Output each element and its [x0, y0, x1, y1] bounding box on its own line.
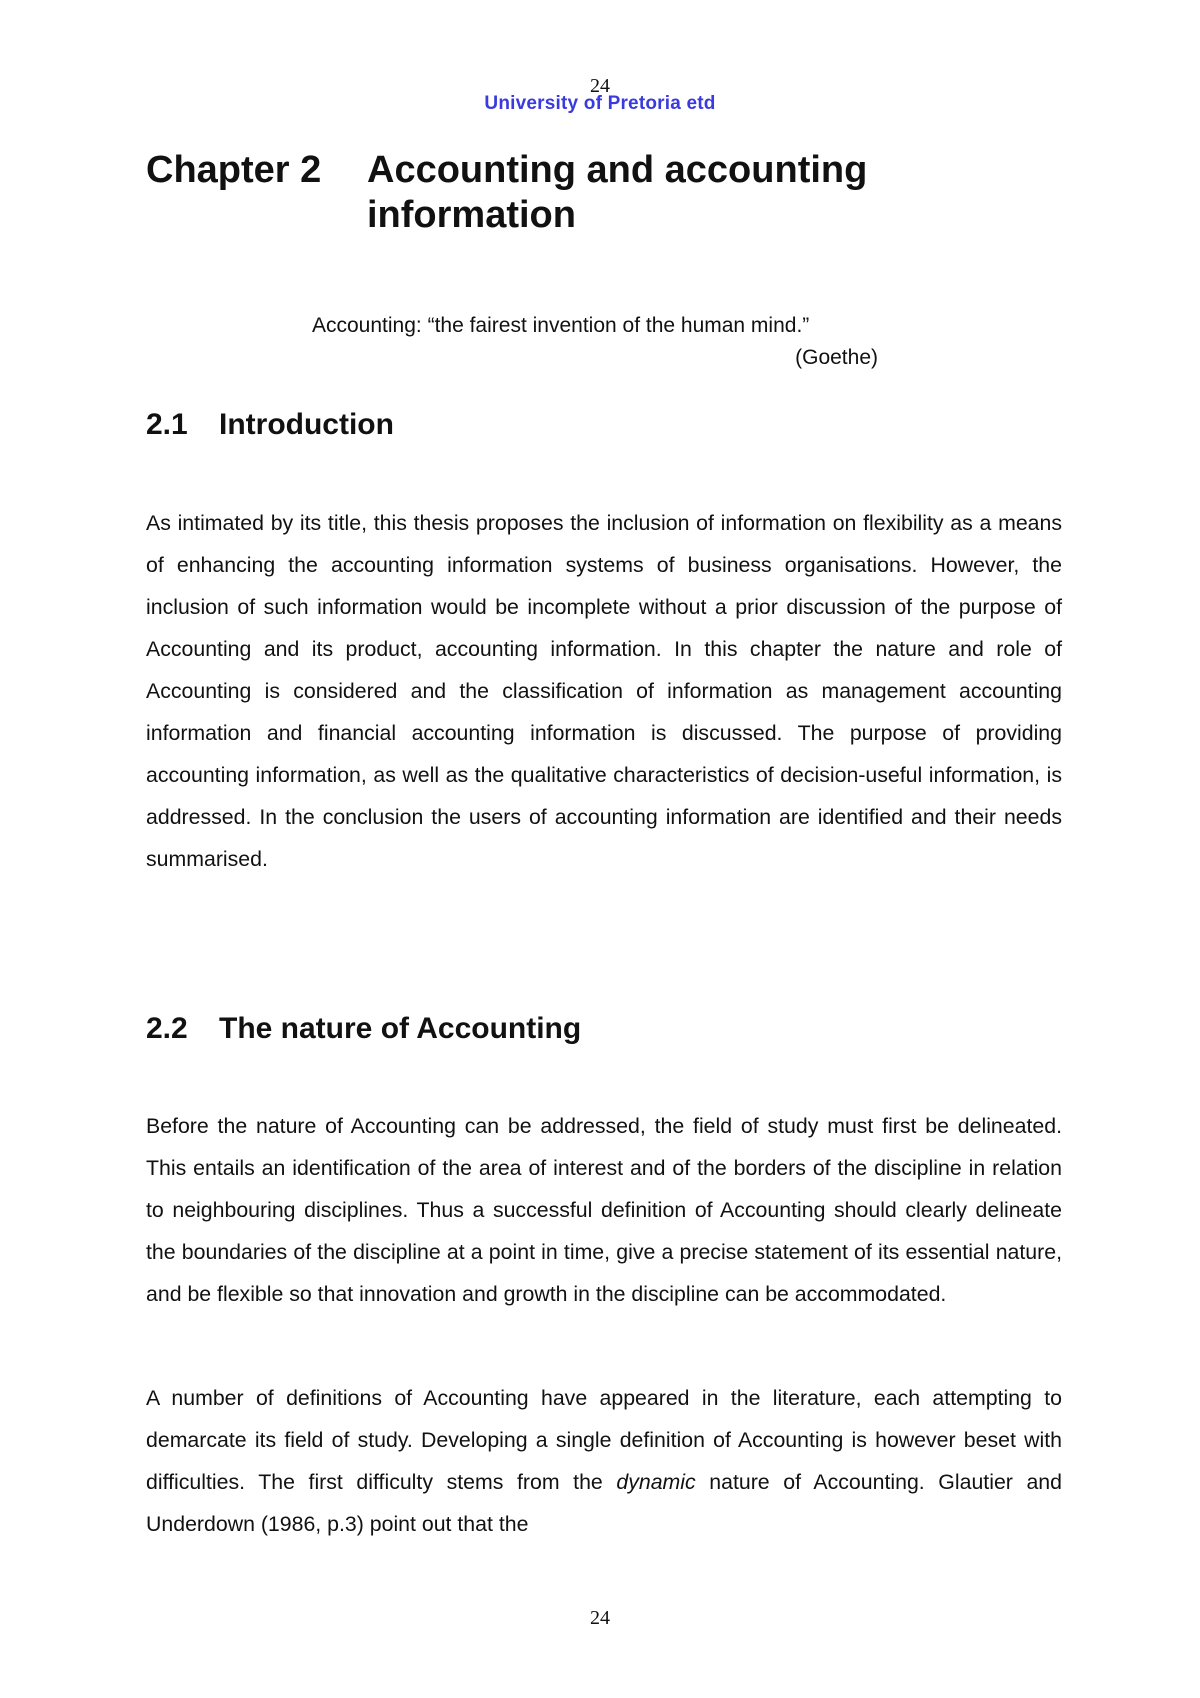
paragraph-introduction: As intimated by its title, this thesis proposes the inclusion of information on flexibility as a means of enhancing the accounting information systems of business organisations. However, the inclusion of such information would be incomplete without a prior discussion of the purpose of Accounting and its product, accounting information. In this chapter the nature and role of Accounting is considered and the classification of information as management accounting information and financial accounting information is discussed. The purpose of providing accounting information, as well as the qualitative characteristics of decision-useful information, is addressed. In the conclusion the users of accounting information are identified and their needs summarised. — [146, 511, 1062, 871]
emphasis-dynamic: dynamic — [616, 1470, 696, 1494]
university-watermark: University of Pretoria etd — [484, 93, 716, 114]
section-heading-introduction — [146, 407, 394, 443]
chapter-title: Accounting and accounting information — [367, 149, 868, 236]
section-number: 2.1 — [146, 408, 188, 441]
section-heading-nature-of-accounting — [146, 1011, 581, 1047]
epigraph-quote: Accounting: “the fairest invention of the human mind.” — [312, 314, 810, 337]
paragraph-nature-2 — [146, 1377, 1062, 1545]
paragraph-text: nature of Accounting. Glautier and Underdown (1986, p.3) point out that the — [146, 1470, 1062, 1536]
epigraph — [312, 310, 878, 374]
section-title: Introduction — [219, 408, 394, 441]
chapter-label: Chapter 2 — [146, 149, 322, 191]
paragraph-text: A number of definitions of Accounting have appeared in the literature, each attempting to demarcate its field of study. Developing a single definition of Accounting is however beset with difficulties. The first difficulty stems from the — [146, 1386, 1062, 1494]
page-number-bottom: 24 — [590, 1607, 610, 1629]
page-number-top: 24 — [590, 75, 610, 97]
epigraph-author: (Goethe) — [795, 346, 878, 369]
section-number: 2.2 — [146, 1012, 188, 1045]
paragraph-nature-1: Before the nature of Accounting can be addressed, the field of study must first be delineated. This entails an identification of the area of interest and of the borders of the discipline in relation to neighbouring disciplines. Thus a successful definition of Accounting should clearly delineate the boundaries of the discipline at a point in time, give a precise statement of its essential nature, and be flexible so that innovation and growth in the discipline can be accommodated. — [146, 1114, 1062, 1306]
section-title: The nature of Accounting — [219, 1012, 582, 1045]
